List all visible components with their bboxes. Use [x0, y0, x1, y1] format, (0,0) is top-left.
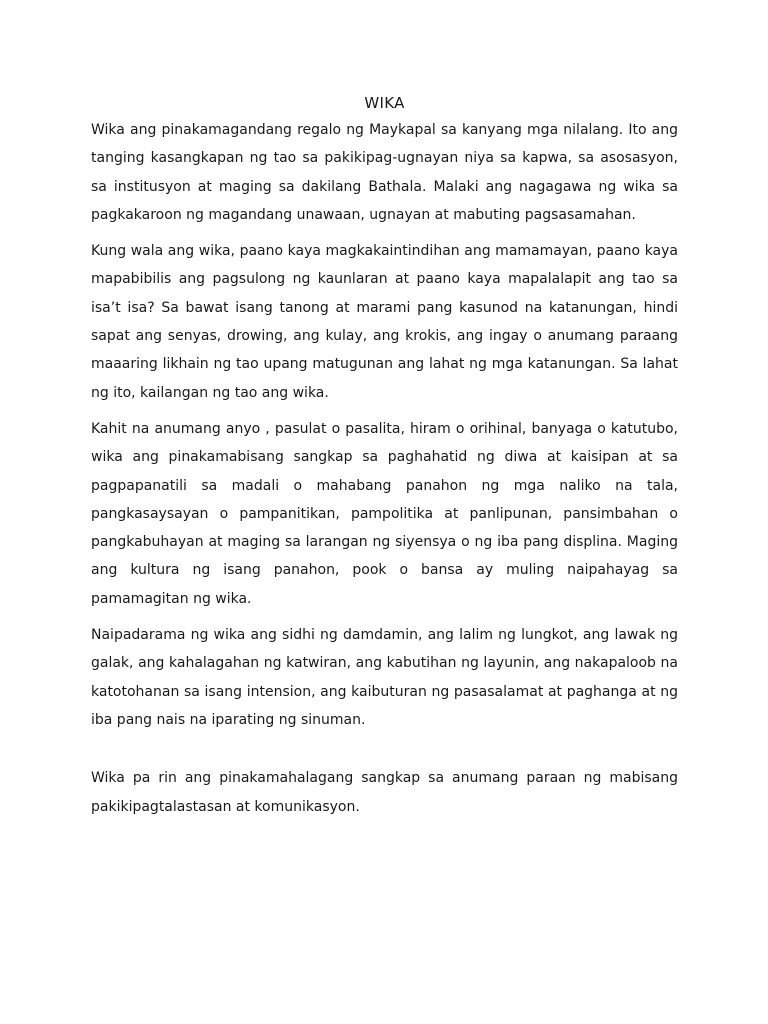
paragraph-1: Wika ang pinakamagandang regalo ng Maykapal sa kanyang mga nilalang. Ito ang tanging kasangkapan ng tao sa pakikipag-ugnayan niya sa kapwa, sa asosasyon, sa institusyon at maging sa dakilang Bathala. Malaki ang nagagawa ng wika sa pagkakaroon ng magandang unawaan, ugnayan at mabuting pagsasamahan.	[91, 122, 678, 223]
document-page	[91, 92, 678, 829]
paragraph-4: Naipadarama ng wika ang sidhi ng damdamin, ang lalim ng lungkot, ang lawak ng galak, ang kahalagahan ng katwiran, ang kabutihan ng layunin, ang nakapaloob na katotohanan sa isang intension, ang kaibuturan ng pasasalamat at paghanga at ng iba pang nais na iparating ng sinuman.	[91, 627, 678, 728]
document-title: WIKA	[364, 94, 405, 112]
paragraph-3: Kahit na anumang anyo , pasulat o pasalita, hiram o orihinal, banyaga o katutubo, wika ang pinakamabisang sangkap sa paghahatid ng diwa at kaisipan at sa pagpapanatili sa madali o mahabang panahon ng mga naliko na tala, pangkasaysayan o pampanitikan, pampolitika at panlipunan, pansimbahan o pangkabuhayan at maging sa larangan ng siyensya o ng iba pang displina. Maging ang kultura ng isang panahon, pook o bansa ay muling naipahayag sa pamamagitan ng wika.	[91, 420, 678, 607]
paragraph-2: Kung wala ang wika, paano kaya magkakaintindihan ang mamamayan, paano kaya mapabibilis ang pagsulong ng kaunlaran at paano kaya mapalalapit ang tao sa isa’t isa? Sa bawat isang tanong at marami pang kasunod na katanungan, hindi sapat ang senyas, drowing, ang kulay, ang krokis, ang ingay o anumang paraang maaaring likhain ng tao upang matugunan ang lahat ng mga katanungan. Sa lahat ng ito, kailangan ng tao ang wika.	[91, 243, 678, 401]
paragraph-5: Wika pa rin ang pinakamahalagang sangkap sa anumang paraan ng mabisang pakikipagtalastasan at komunikasyon.	[91, 770, 678, 815]
